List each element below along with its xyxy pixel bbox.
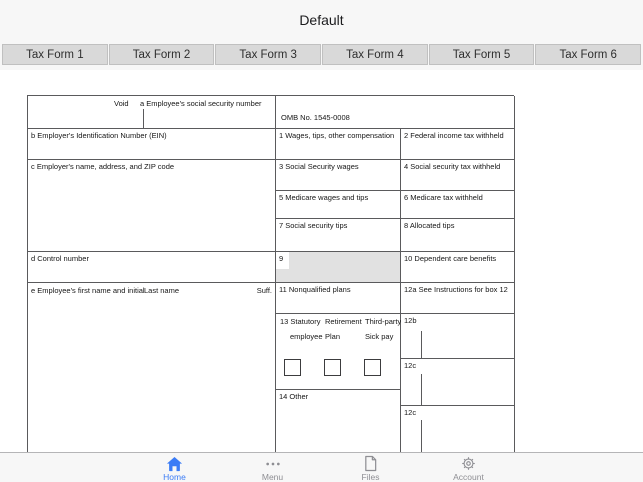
w2-box-12c-cell-1[interactable] <box>401 359 515 406</box>
box-b-label: b Employer's Identification Number (EIN) <box>31 131 167 140</box>
box-11-label: 11 Nonqualified plans <box>279 285 351 294</box>
box-12c-1-code-divider-line <box>421 374 422 406</box>
w2-form <box>27 95 514 452</box>
tab-tax-form-6[interactable]: Tax Form 6 <box>535 44 641 65</box>
box-13-statutory-label: 13 Statutory <box>280 317 321 326</box>
box-a-label: a Employee's social security number <box>140 99 262 108</box>
omb-label: OMB No. 1545-0008 <box>281 113 350 122</box>
box-8-label: 8 Allocated tips <box>404 221 455 230</box>
box-13-plan-label: Plan <box>325 332 341 341</box>
gear-icon <box>460 455 477 472</box>
box-12c-2-label: 12c <box>404 408 417 417</box>
retirement-plan-checkbox[interactable] <box>324 359 341 376</box>
w2-box-c-cell[interactable] <box>28 160 276 252</box>
w2-box-e-cell[interactable] <box>28 283 276 452</box>
w2-box-7-cell[interactable] <box>276 219 401 252</box>
box-5-label: 5 Medicare wages and tips <box>279 193 369 202</box>
box-e-suffix-label: Suff. <box>256 286 272 295</box>
w2-box-b-cell[interactable] <box>28 129 276 160</box>
box-12b-label: 12b <box>404 316 417 325</box>
tab-tax-form-4[interactable]: Tax Form 4 <box>322 44 428 65</box>
file-icon <box>363 455 378 472</box>
w2-box-1-cell[interactable] <box>276 129 401 160</box>
box-c-label: c Employer's name, address, and ZIP code <box>31 162 175 171</box>
box-13-thirdparty-label: Third-party <box>365 317 402 326</box>
w2-box-11-cell[interactable] <box>276 283 401 314</box>
box-13-employee-label: employee <box>290 332 323 341</box>
tab-tax-form-1[interactable]: Tax Form 1 <box>2 44 108 65</box>
bottom-tab-bar <box>0 452 643 482</box>
w2-box-2-cell[interactable] <box>401 129 515 160</box>
header <box>0 0 643 71</box>
w2-box-6-cell[interactable] <box>401 191 515 219</box>
tab-home-label: Home <box>163 472 186 482</box>
box-13-retirement-label: Retirement <box>325 317 362 326</box>
w2-box-8-cell[interactable] <box>401 219 515 252</box>
w2-box-14-cell[interactable] <box>276 390 401 452</box>
w2-box-4-cell[interactable] <box>401 160 515 191</box>
box-d-label: d Control number <box>31 254 89 263</box>
thirdparty-sickpay-checkbox[interactable] <box>364 359 381 376</box>
w2-box-a-cell[interactable] <box>28 96 276 129</box>
box-12b-code-divider-line <box>421 331 422 359</box>
tab-home[interactable] <box>153 453 197 482</box>
page-title: Default <box>299 12 344 28</box>
box-14-label: 14 Other <box>279 392 309 401</box>
box-3-label: 3 Social Security wages <box>279 162 359 171</box>
w2-box-9-cell[interactable] <box>276 252 401 283</box>
tab-tax-form-2[interactable]: Tax Form 2 <box>109 44 215 65</box>
box-10-label: 10 Dependent care benefits <box>404 254 497 263</box>
box-4-label: 4 Social security tax withheld <box>404 162 501 171</box>
box-13-sickpay-label: Sick pay <box>365 332 394 341</box>
w2-box-13-cell <box>276 314 401 390</box>
w2-box-5-cell[interactable] <box>276 191 401 219</box>
tab-tax-form-3[interactable]: Tax Form 3 <box>215 44 321 65</box>
box-12c-1-label: 12c <box>404 361 417 370</box>
w2-box-d-cell[interactable] <box>28 252 276 283</box>
box-12c-2-code-divider-line <box>421 420 422 452</box>
box-12a-label: 12a See Instructions for box 12 <box>404 285 508 294</box>
tab-menu-label: Menu <box>261 472 284 482</box>
tab-files[interactable] <box>349 453 393 482</box>
void-divider-line <box>143 109 144 129</box>
box-2-label: 2 Federal income tax withheld <box>404 131 504 140</box>
tab-account-label: Account <box>453 472 484 482</box>
tab-files-label: Files <box>361 472 380 482</box>
w2-omb-cell[interactable] <box>276 96 515 129</box>
box-6-label: 6 Medicare tax withheld <box>404 193 483 202</box>
box-1-label: 1 Wages, tips, other compensation <box>279 131 395 140</box>
tab-menu[interactable] <box>251 453 295 482</box>
void-label: Void <box>114 99 129 108</box>
box-9-label: 9 <box>276 252 289 269</box>
tab-tax-form-5[interactable]: Tax Form 5 <box>429 44 535 65</box>
box-e-lastname-label: Last name <box>144 286 180 295</box>
w2-box-12a-cell[interactable] <box>401 283 515 314</box>
ellipsis-icon <box>264 455 282 472</box>
w2-box-12c-cell-2[interactable] <box>401 406 515 452</box>
tax-form-segmented-control <box>2 44 641 65</box>
tab-account[interactable] <box>447 453 491 482</box>
home-icon <box>166 455 183 472</box>
box-7-label: 7 Social security tips <box>279 221 348 230</box>
w2-box-3-cell[interactable] <box>276 160 401 191</box>
w2-box-12b-cell[interactable] <box>401 314 515 359</box>
statutory-employee-checkbox[interactable] <box>284 359 301 376</box>
content-area <box>0 70 643 452</box>
w2-box-10-cell[interactable] <box>401 252 515 283</box>
box-e-first-label: e Employee's first name and initial <box>31 286 145 295</box>
